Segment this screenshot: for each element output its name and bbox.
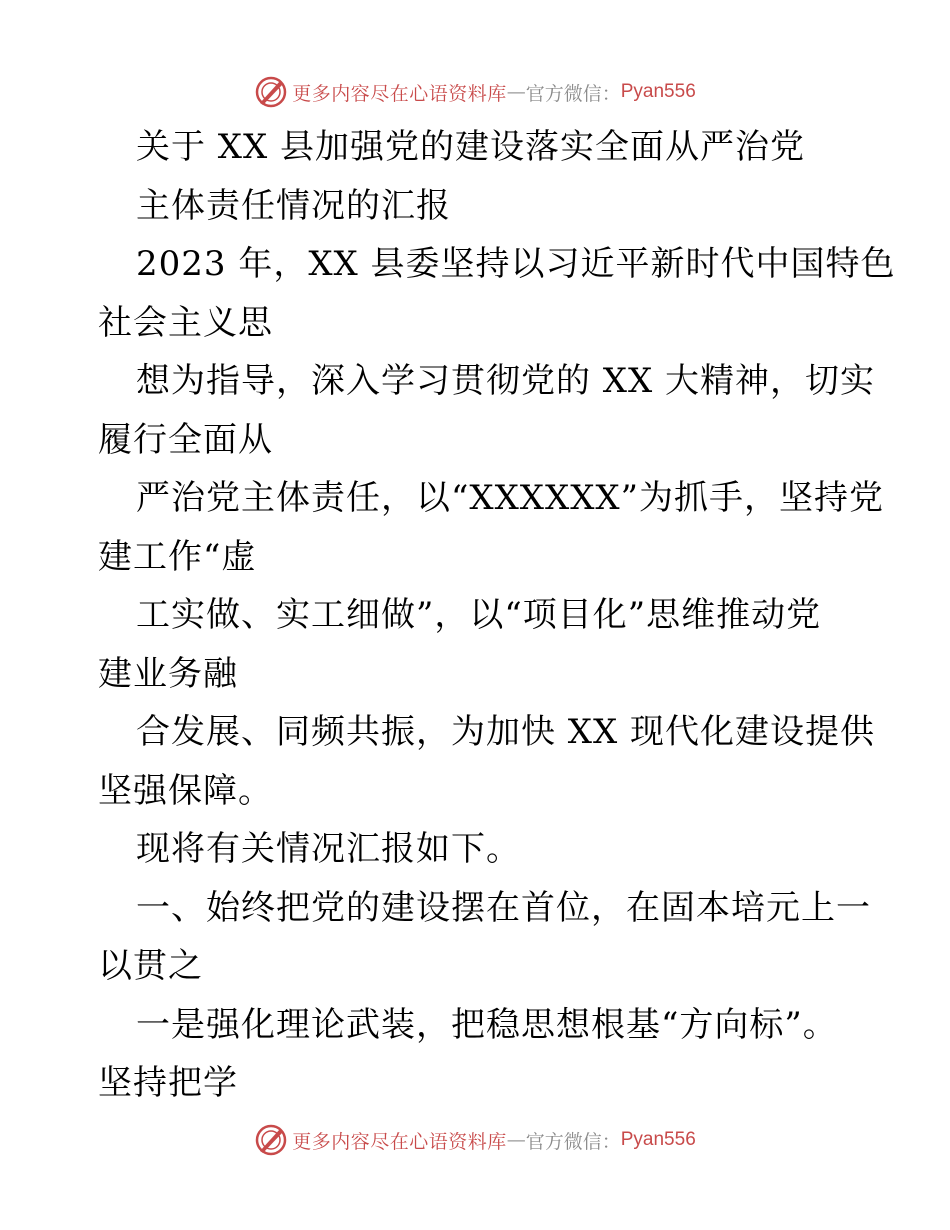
- watermark-label: 官方微信：: [525, 1130, 621, 1153]
- section-heading-line: 以贯之: [98, 946, 203, 986]
- watermark-main-text: 更多内容尽在心语资料库: [292, 82, 507, 105]
- paragraph-line: 工实做、实工细做”，以“项目化”思维推动党: [136, 595, 822, 635]
- footer-watermark: [0, 1120, 950, 1160]
- watermark-separator: —: [506, 1129, 526, 1151]
- paragraph-line: 社会主义思: [98, 302, 273, 343]
- section-heading-line: 一、始终把党的建设摆在首位，在固本培元上一: [136, 887, 871, 928]
- watermark-label: 官方微信：: [525, 82, 621, 105]
- header-watermark: [0, 72, 950, 112]
- paragraph-line: 一是强化理论武装，把稳思想根基“方向标”。: [136, 1004, 838, 1045]
- quill-seal-icon: [254, 75, 288, 109]
- paragraph-line: 履行全面从: [98, 419, 273, 460]
- paragraph-line: 2023 年，XX 县委坚持以习近平新时代中国特色: [136, 244, 896, 284]
- paragraph-line: 坚持把学: [98, 1063, 238, 1103]
- title-line-2: 主体责任情况的汇报: [136, 185, 451, 226]
- paragraph-line: 合发展、同频共振，为加快 XX 现代化建设提供: [136, 712, 876, 752]
- paragraph-line: 坚强保障。: [98, 770, 273, 811]
- paragraph-line: 想为指导，深入学习贯彻党的 XX 大精神，切实: [136, 361, 876, 401]
- paragraph-line: 建工作“虚: [98, 536, 257, 577]
- quill-seal-icon: [254, 1123, 288, 1157]
- title-line-1: 关于 XX 县加强党的建设落实全面从严治党: [136, 127, 806, 167]
- paragraph-line: 建业务融: [98, 653, 238, 694]
- watermark-main-text: 更多内容尽在心语资料库: [292, 1130, 507, 1153]
- watermark-id: Pyan556: [620, 81, 696, 102]
- watermark-id: Pyan556: [620, 1129, 696, 1150]
- watermark-separator: —: [506, 81, 526, 103]
- paragraph-line: 严治党主体责任，以“XXXXXX”为抓手，坚持党: [136, 478, 884, 518]
- paragraph-line: 现将有关情况汇报如下。: [136, 829, 521, 869]
- document-body: [98, 118, 896, 1113]
